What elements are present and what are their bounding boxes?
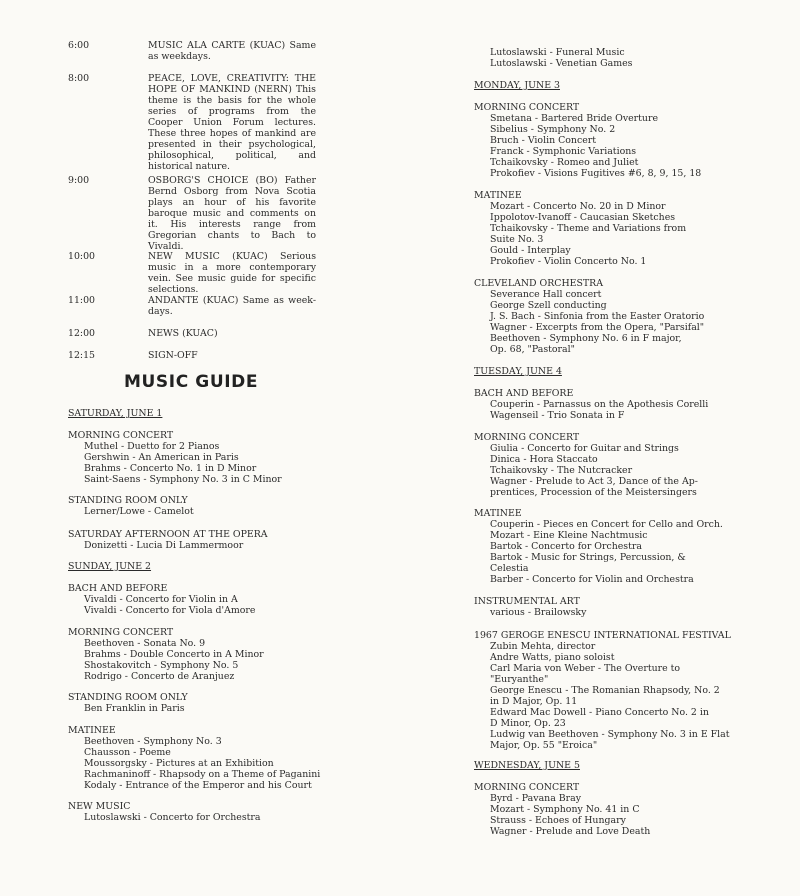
program-heading: MATINEE [68,725,116,736]
program-heading: INSTRUMENTAL ART [474,596,580,607]
day-heading [474,760,744,771]
program-item: Ludwig van Beethoven - Symphony No. 3 in E Flat [490,729,730,740]
program-item: Zubin Mehta, director [490,641,596,652]
program-item: Dinica - Hora Staccato [490,454,598,465]
program-heading: 1967 GEROGE ENESCU INTERNATIONAL FESTIVAL [474,630,731,641]
program-block [68,529,338,551]
program-item: Beethoven - Symphony No. 6 in F major, [490,333,682,344]
program-item: Vivaldi - Concerto for Violin in A [84,594,238,605]
program-item: Lutoslawski - Venetian Games [490,58,633,69]
program-item: Wagner - Excerpts from the Opera, "Parsifal" [490,322,705,333]
program-item: Andre Watts, piano soloist [490,652,615,663]
program-block [474,508,744,585]
program-item: Carl Maria von Weber - The Overture to [490,663,681,674]
program-item: Moussorgsky - Pictures at an Exhibition [84,758,274,769]
program-block [68,627,338,682]
program-item: Gould - Interplay [490,245,571,256]
program-item: Muthel - Duetto for 2 Pianos [84,441,220,452]
program-item: Bartok - Concerto for Orchestra [490,541,642,552]
program-block [68,801,338,823]
program-continuation [474,47,744,69]
schedule-description: NEW MUSIC (KUAC) Serious music in a more contemporary vein. See music guide for specific selections. [148,251,316,295]
schedule-description: PEACE, LOVE, CREATIVITY: THE HOPE OF MANKIND (NERN) This theme is the basis for the whole series of programs from the Cooper Union Forum lectures. These three hopes of mankind are presented in their psychological, philosophical, political, and historical nature. [148,73,316,172]
day-heading [474,366,744,377]
program-block [68,725,338,791]
program-block [474,432,744,498]
program-heading: MATINEE [474,508,522,519]
program-item: Beethoven - Sonata No. 9 [84,638,206,649]
program-item: Ben Franklin in Paris [84,703,185,714]
program-item: Major, Op. 55 "Eroica" [490,740,598,751]
schedule-description: OSBORG'S CHOICE (BO) Father Bernd Osborg from Nova Scotia plays an hour of his favorite baroque music and comments on it. His interests range from Gregorian chants to Bach to Vivaldi. [148,175,316,252]
program-item: Franck - Symphonic Variations [490,146,637,157]
program-block [68,583,338,616]
program-heading: MORNING CONCERT [68,430,174,441]
program-item: various - Brailowsky [490,607,587,618]
program-item: Brahms - Concerto No. 1 in D Minor [84,463,257,474]
program-heading: CLEVELAND ORCHESTRA [474,278,603,289]
schedule-description: ANDANTE (KUAC) Same as week-days. [148,295,316,317]
music-guide-title: MUSIC GUIDE [124,372,259,392]
program-item: Lutoslawski - Funeral Music [490,47,625,58]
program-item: Tchaikovsky - Romeo and Juliet [490,157,639,168]
program-item: Saint-Saens - Symphony No. 3 in C Minor [84,474,282,485]
program-heading: BACH AND BEFORE [474,388,574,399]
program-item: Rachmaninoff - Rhapsody on a Theme of Paganini [84,769,321,780]
program-item: Couperin - Parnassus on the Apothesis Corelli [490,399,709,410]
program-item: Giulia - Concerto for Guitar and Strings [490,443,679,454]
schedule-time: 12:15 [68,350,96,361]
program-item: Prokofiev - Violin Concerto No. 1 [490,256,647,267]
day-heading-text: SATURDAY, JUNE 1 [68,408,163,419]
program-heading: SATURDAY AFTERNOON AT THE OPERA [68,529,268,540]
program-item: Shostakovitch - Symphony No. 5 [84,660,239,671]
day-heading [68,408,338,419]
program-block [474,278,744,355]
schedule-time: 8:00 [68,73,90,84]
program-heading: STANDING ROOM ONLY [68,692,188,703]
program-heading: NEW MUSIC [68,801,131,812]
program-item: J. S. Bach - Sinfonia from the Easter Oratorio [490,311,705,322]
program-item: Mozart - Eine Kleine Nachtmusic [490,530,648,541]
program-item: prentices, Procession of the Meistersingers [490,487,697,498]
program-item: Vivaldi - Concerto for Viola d'Amore [84,605,256,616]
program-block [68,495,338,517]
program-item: Bruch - Violin Concert [490,135,596,146]
program-heading: MORNING CONCERT [474,432,580,443]
program-item: Edward Mac Dowell - Piano Concerto No. 2 in [490,707,709,718]
schedule-time: 6:00 [68,40,90,51]
schedule-time: 9:00 [68,175,90,186]
program-block [474,102,744,179]
day-heading-text: SUNDAY, JUNE 2 [68,561,152,572]
day-heading [474,80,744,91]
program-item: Chausson - Poeme [84,747,171,758]
program-block [474,388,744,421]
program-item: in D Major, Op. 11 [490,696,578,707]
program-item: Byrd - Pavana Bray [490,793,582,804]
schedule-time: 10:00 [68,251,96,262]
schedule-time: 12:00 [68,328,96,339]
schedule-time: 11:00 [68,295,96,306]
program-item: Strauss - Echoes of Hungary [490,815,626,826]
program-item: Mozart - Symphony No. 41 in C [490,804,640,815]
program-block [474,630,744,751]
program-item: Severance Hall concert [490,289,602,300]
program-item: Kodaly - Entrance of the Emperor and his Court [84,780,312,791]
schedule-description: MUSIC ALA CARTE (KUAC) Same as weekdays. [148,40,316,62]
program-item: Rodrigo - Concerto de Aranjuez [84,671,235,682]
schedule-description: NEWS (KUAC) [148,328,218,339]
program-item: Gershwin - An American in Paris [84,452,239,463]
program-heading: BACH AND BEFORE [68,583,168,594]
program-item: Tchaikovsky - The Nutcracker [490,465,633,476]
program-item: Wagenseil - Trio Sonata in F [490,410,625,421]
day-heading-text: MONDAY, JUNE 3 [474,80,560,91]
program-block [474,782,744,837]
program-heading: MORNING CONCERT [68,627,174,638]
program-block [474,190,744,267]
day-heading [68,561,338,572]
program-heading: MATINEE [474,190,522,201]
program-item: Prokofiev - Visions Fugitives #6, 8, 9, 15, 18 [490,168,702,179]
program-block [68,692,338,714]
program-block [474,596,744,618]
program-item: Barber - Concerto for Violin and Orchestra [490,574,694,585]
program-item: Sibelius - Symphony No. 2 [490,124,616,135]
program-item: Wagner - Prelude to Act 3, Dance of the Ap- [490,476,698,487]
program-item: D Minor, Op. 23 [490,718,566,729]
program-item: Brahms - Double Concerto in A Minor [84,649,264,660]
program-item: George Enescu - The Romanian Rhapsody, No. 2 [490,685,720,696]
program-item: Mozart - Concerto No. 20 in D Minor [490,201,666,212]
program-heading: MORNING CONCERT [474,102,580,113]
program-heading: STANDING ROOM ONLY [68,495,188,506]
program-item: George Szell conducting [490,300,607,311]
program-item: Lerner/Lowe - Camelot [84,506,194,517]
program-item: Smetana - Bartered Bride Overture [490,113,659,124]
program-item: Celestia [490,563,529,574]
program-item: Wagner - Prelude and Love Death [490,826,651,837]
program-item: Donizetti - Lucia Di Lammermoor [84,540,244,551]
program-item: "Euryanthe" [490,674,549,685]
day-heading-text: WEDNESDAY, JUNE 5 [474,760,580,771]
program-heading: MORNING CONCERT [474,782,580,793]
program-block [68,430,338,485]
day-heading-text: TUESDAY, JUNE 4 [474,366,562,377]
program-item: Couperin - Pieces en Concert for Cello and Orch. [490,519,723,530]
program-item: Bartok - Music for Strings, Percussion, & [490,552,686,563]
program-item: Tchaikovsky - Theme and Variations from [490,223,687,234]
program-item: Lutoslawski - Concerto for Orchestra [84,812,261,823]
program-item: Beethoven - Symphony No. 3 [84,736,222,747]
schedule-description: SIGN-OFF [148,350,198,361]
program-item: Suite No. 3 [490,234,544,245]
program-item: Op. 68, "Pastoral" [490,344,575,355]
program-item: Ippolotov-Ivanoff - Caucasian Sketches [490,212,676,223]
